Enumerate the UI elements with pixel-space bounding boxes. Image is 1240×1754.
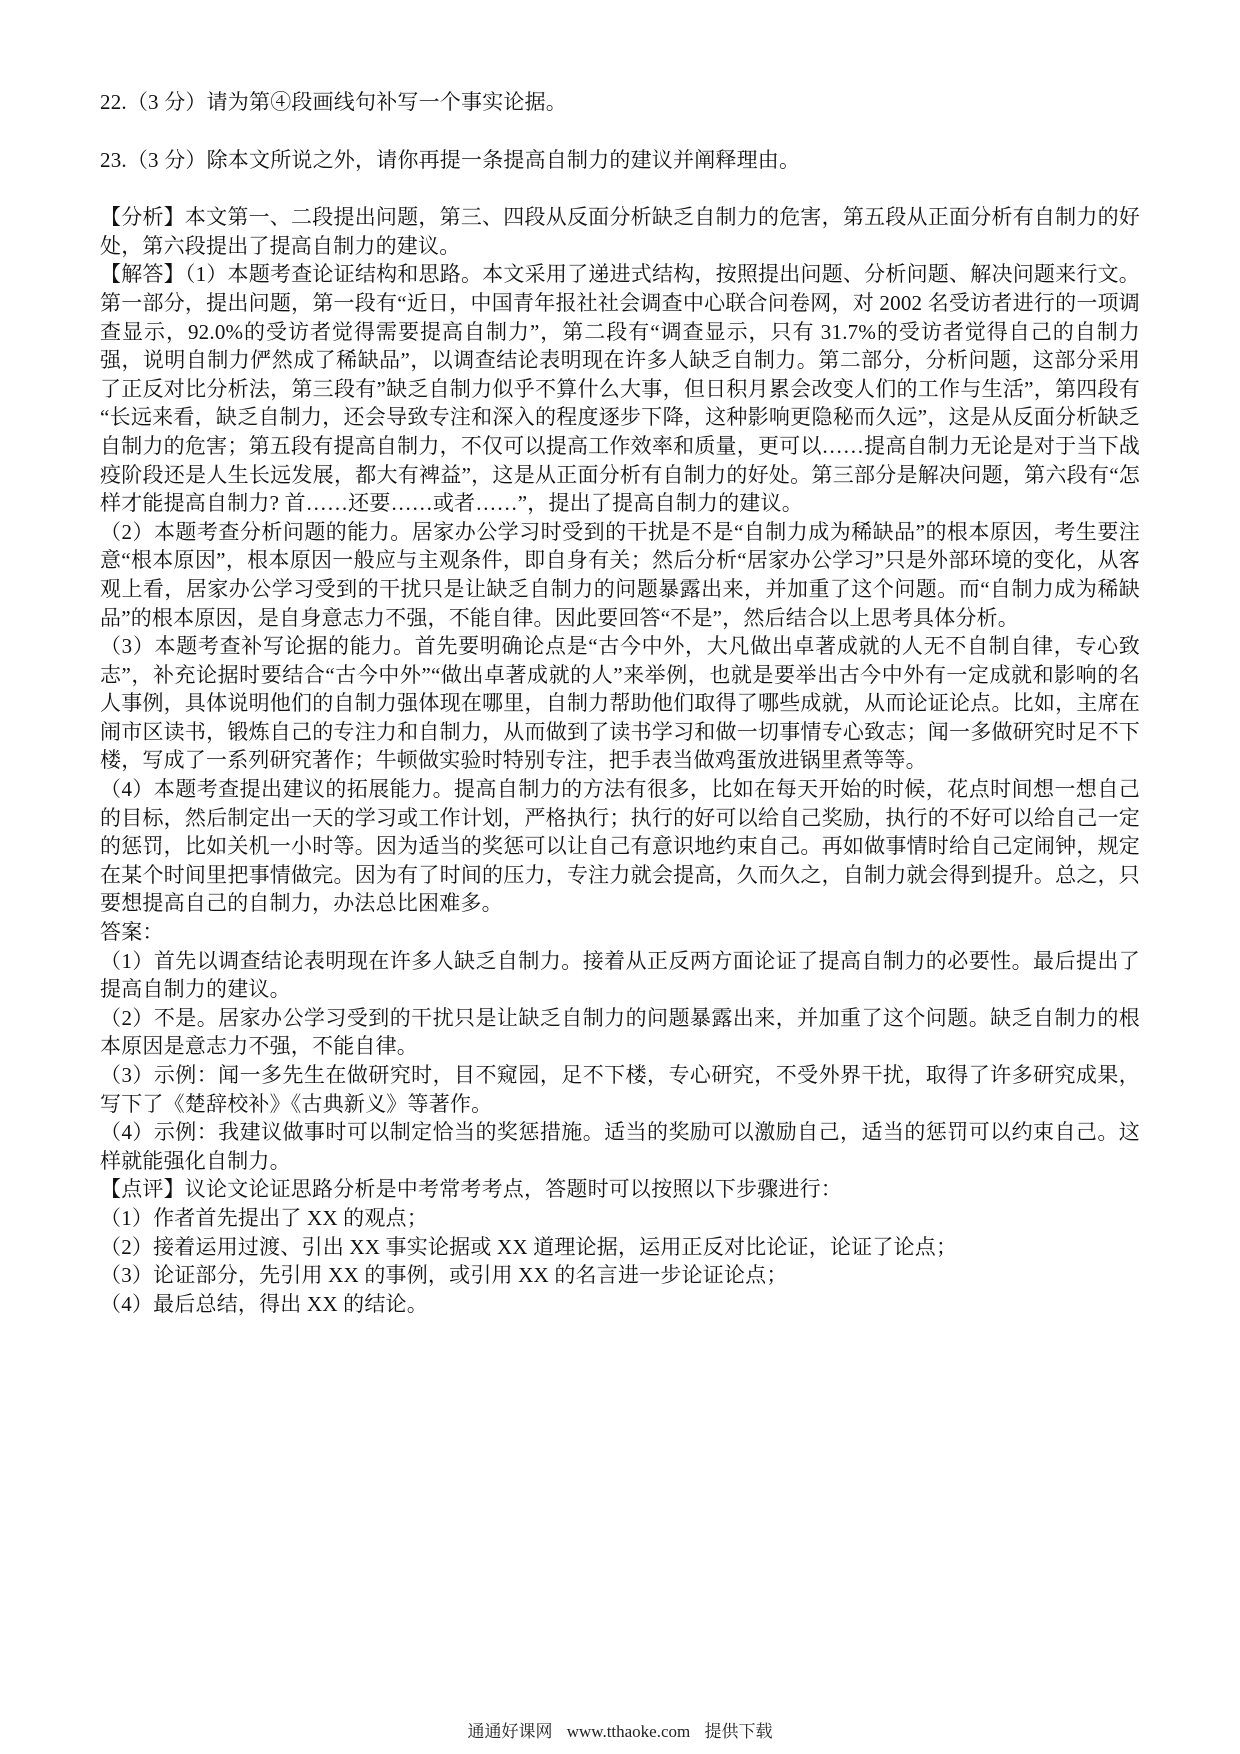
paragraph-14: （3）论证部分，先引用 XX 的事例，或引用 XX 的名言进一步论证论点； — [100, 1263, 788, 1288]
paragraph-1: 【分析】本文第一、二段提出问题，第三、四段从反面分析缺乏自制力的危害，第五段从正面分析有自制力的好处，第六段提出了提高自制力的建议。 — [100, 205, 1140, 258]
paragraph-12: （1）作者首先提出了 XX 的观点； — [100, 1205, 428, 1230]
paragraph-8: （2）不是。居家办公学习受到的干扰只是让缺乏自制力的问题暴露出来，并加重了这个问题。缺乏自制力的根本原因是意志力不强，不能自律。 — [100, 1005, 1140, 1059]
paragraph-7: （1）首先以调查结论表明现在许多人缺乏自制力。接着从正反两方面论证了提高自制力的必要性。最后提出了提高自制力的建议。 — [100, 948, 1140, 1002]
paragraph-15: （4）最后总结，得出 XX 的结论。 — [100, 1291, 428, 1316]
footer-site-name: 通通好课网 — [467, 1722, 553, 1741]
question-item-1: 22.（3 分）请为第④段画线句补写一个事实论据。 — [100, 90, 567, 114]
footer-url: www.tthaoke.com — [566, 1722, 691, 1741]
paragraph-11: 【点评】议论文论证思路分析是中考常考考点，答题时可以按照以下步骤进行： — [100, 1177, 842, 1202]
answer-analysis-section — [100, 203, 1140, 1318]
paragraph-9: （3）示例：闻一多先生在做研究时，目不窥园，足不下楼，专心研究，不受外界干扰，取得了许多研究成果，写下了《楚辞校补》《古典新义》等著作。 — [100, 1063, 1140, 1116]
paragraph-3: （2）本题考查分析问题的能力。居家办公学习时受到的干扰是不是“自制力成为稀缺品”的根本原因，考生要注意“根本原因”，根本原因一般应与主观条件，即自身有关；然后分析“居家办公学习”只是外部环境的变化，从客观上看，居家办公学习受到的干扰只是让缺乏自制力的问题暴露出来，并加重了这个问题。而“自制力成为稀缺品”的根本原因，是自身意志力不强，不能自律。因此要回答“不是”，然后结合以上思考具体分析。 — [100, 519, 1140, 630]
footer-download-label: 提供下载 — [704, 1722, 773, 1741]
paragraph-6: 答案： — [100, 920, 164, 945]
paragraph-5: （4）本题考查提出建议的拓展能力。提高自制力的方法有很多，比如在每天开始的时候，花点时间想一想自己的目标，然后制定出一天的学习或工作计划，严格执行；执行的好可以给自己奖励，执行的不好可以给自己一定的惩罚，比如关机一小时等。因为适当的奖惩可以让自己有意识地约束自己。再如做事情时给自己定闹钟，规定在某个时间里把事情做完。因为有了时间的压力，专注力就会提高，久而久之，自制力就会得到提升。总之，只要想提高自己的自制力，办法总比困难多。 — [100, 777, 1140, 916]
page-footer — [0, 1717, 1240, 1742]
paragraph-10: （4）示例：我建议做事时可以制定恰当的奖惩措施。适当的奖励可以激励自己，适当的惩罚可以约束自己。这样就能强化自制力。 — [100, 1120, 1140, 1173]
question-list — [100, 88, 1140, 174]
paragraph-13: （2）接着运用过渡、引出 XX 事实论据或 XX 道理论据，运用正反对比论证，论证了论点； — [100, 1234, 958, 1259]
question-item-2: 23.（3 分）除本文所说之外，请你再提一条提高自制力的建议并阐释理由。 — [100, 147, 801, 172]
paragraph-4: （3）本题考查补写论据的能力。首先要明确论点是“古今中外，大凡做出卓著成就的人无不自制自律，专心致志”，补充论据时要结合“古今中外”“做出卓著成就的人”来举例，也就是要举出古今中外有一定成就和影响的名人事例，具体说明他们的自制力强体现在哪里，自制力帮助他们取得了哪些成就，从而论证论点。比如，主席在闹市区读书，锻炼自己的专注力和自制力，从而做到了读书学习和做一切事情专心致志；闻一多做研究时足不下楼，写成了一系列研究著作；牛顿做实验时特别专注，把手表当做鸡蛋放进锅里煮等等。 — [100, 634, 1140, 773]
paragraph-2: 【解答】（1）本题考查论证结构和思路。本文采用了递进式结构，按照提出问题、分析问题、解决问题来行文。第一部分，提出问题，第一段有“近日，中国青年报社社会调查中心联合问卷网，对 2002 名受访者进行的一项调查显示，92.0%的受访者觉得需要提高自制力”，第二段有“调查显示，只有 31.7%的受访者觉得自己的自制力强，说明自制力俨然成了稀缺品”，以调查结论表明现在许多人缺乏自制力。第二部分，分析问题，这部分采用了正反对比分析法，第三段有”缺乏自制力似乎不算什么大事，但日积月累会改变人们的工作与生活”，第四段有“长远来看，缺乏自制力，还会导致专注和深入的程度逐步下降，这种影响更隐秘而久远”，这是从反面分析缺乏自制力的危害；第五段有提高自制力，不仅可以提高工作效率和质量，更可以……提高自制力无论是对于当下战疫阶段还是人生长远发展，都大有裨益”，这是从正面分析有自制力的好处。第三部分是解决问题，第六段有“怎样才能提高自制力? 首……还要……或者……”，提出了提高自制力的建议。 — [100, 262, 1140, 516]
